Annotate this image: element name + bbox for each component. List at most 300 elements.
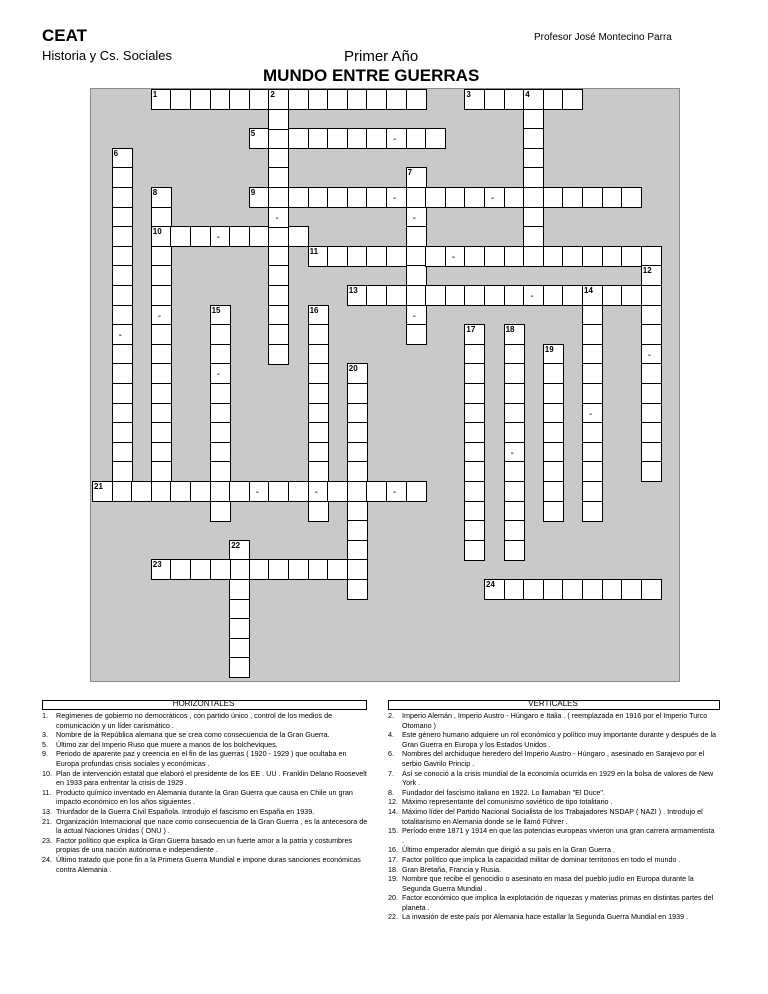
grid-cell[interactable] <box>112 403 133 424</box>
clue-item-text: La invasión de este país por Alemania hace estallar la Segunda Guerra Mundial en 1939 . <box>402 912 689 922</box>
grid-cell[interactable] <box>229 226 250 247</box>
grid-cell[interactable] <box>582 363 603 384</box>
clue-item-text: Factor económico que implica la explotación de riquezas y materias primas en distintas partes del planeta . <box>402 893 714 912</box>
grid-cell[interactable] <box>582 442 603 463</box>
grid-cell[interactable] <box>112 363 133 384</box>
grid-cell[interactable] <box>210 422 231 443</box>
grid-cell[interactable] <box>288 226 309 247</box>
grid-cell[interactable] <box>229 89 250 110</box>
grid-cell[interactable] <box>229 481 250 502</box>
grid-cell[interactable] <box>347 187 368 208</box>
grid-cell[interactable] <box>327 89 348 110</box>
grid-cell[interactable] <box>445 187 466 208</box>
grid-cell[interactable] <box>406 128 427 149</box>
grid-cell[interactable] <box>464 383 485 404</box>
grid-cell[interactable] <box>112 285 133 306</box>
grid-cell[interactable] <box>523 207 544 228</box>
grid-cell[interactable] <box>268 128 289 149</box>
grid-cell[interactable] <box>366 481 387 502</box>
grid-cell[interactable] <box>562 89 583 110</box>
clue-item-number: 1. <box>42 711 48 720</box>
grid-cell[interactable] <box>641 442 662 463</box>
clue-item-text: Fundador del fascismo italiano en 1922. Lo llamaban "El Duce". <box>402 787 605 797</box>
grid-cell[interactable] <box>523 246 544 267</box>
grid-cell[interactable] <box>523 285 544 306</box>
word-separator: - <box>393 487 397 498</box>
grid-cell[interactable] <box>347 422 368 443</box>
grid-cell[interactable] <box>562 579 583 600</box>
grid-cell[interactable] <box>308 403 329 424</box>
grid-cell[interactable] <box>543 285 564 306</box>
grid-cell[interactable] <box>523 128 544 149</box>
grid-cell[interactable] <box>504 89 525 110</box>
grid-cell[interactable] <box>268 265 289 286</box>
clue-item <box>388 807 718 826</box>
grid-cell[interactable] <box>347 246 368 267</box>
word-separator: - <box>491 193 495 204</box>
grid-cell[interactable] <box>484 187 505 208</box>
grid-cell[interactable] <box>268 305 289 326</box>
grid-cell[interactable] <box>641 324 662 345</box>
clue-number: 10 <box>152 227 162 237</box>
clue-item-text: Período entre 1871 y 1914 en que las potencias europeas vivieron una gran carrera armamentista . <box>402 826 715 845</box>
grid-cell[interactable] <box>288 481 309 502</box>
clue-item <box>42 740 368 750</box>
clue-number: 12 <box>642 266 652 276</box>
word-separator: - <box>412 212 416 224</box>
grid-cell[interactable] <box>386 187 407 208</box>
grid-cell[interactable] <box>268 246 289 267</box>
grid-cell[interactable] <box>562 246 583 267</box>
clue-number: 9 <box>250 188 256 197</box>
grid-cell[interactable] <box>464 481 485 502</box>
grid-cell[interactable] <box>347 579 368 600</box>
grid-cell[interactable] <box>151 265 172 286</box>
clue-number: 5 <box>250 129 256 139</box>
grid-cell[interactable] <box>562 187 583 208</box>
grid-cell[interactable] <box>386 89 407 110</box>
grid-cell[interactable] <box>112 305 133 326</box>
grid-cell[interactable] <box>484 89 505 110</box>
grid-cell[interactable] <box>308 501 329 522</box>
grid-cell[interactable] <box>268 324 289 345</box>
grid-cell[interactable] <box>112 442 133 463</box>
grid-cell[interactable] <box>308 481 329 502</box>
grid-cell[interactable] <box>425 128 446 149</box>
clue-number: 14 <box>584 286 593 295</box>
grid-cell[interactable] <box>210 383 231 404</box>
grid-cell[interactable] <box>112 187 133 208</box>
grid-cell[interactable] <box>249 89 270 110</box>
grid-cell[interactable] <box>229 657 250 678</box>
grid-cell[interactable] <box>504 520 525 541</box>
grid-cell[interactable] <box>347 481 368 502</box>
grid-cell[interactable] <box>406 265 427 286</box>
clue-item-text: Gran Bretaña, Francia y Rusia. <box>402 864 502 874</box>
grid-cell[interactable] <box>112 207 133 228</box>
grid-cell[interactable] <box>112 422 133 443</box>
grid-cell[interactable] <box>229 638 250 659</box>
grid-cell[interactable] <box>582 383 603 404</box>
grid-cell[interactable] <box>504 344 525 365</box>
clue-item-number: 5. <box>42 739 48 749</box>
grid-cell[interactable] <box>464 246 485 267</box>
grid-cell[interactable] <box>464 187 485 208</box>
grid-cell[interactable] <box>602 246 623 267</box>
grid-cell[interactable] <box>464 461 485 482</box>
grid-cell[interactable] <box>464 520 485 541</box>
grid-cell[interactable] <box>562 285 583 306</box>
grid-cell[interactable] <box>445 285 466 306</box>
grid-cell[interactable] <box>151 481 172 502</box>
grid-cell[interactable] <box>386 481 407 502</box>
grid-cell[interactable] <box>543 363 564 384</box>
grid-cell[interactable] <box>484 246 505 267</box>
grid-cell[interactable] <box>308 89 329 110</box>
grid-cell[interactable] <box>602 187 623 208</box>
clue-item-text: Plan de intervención estatal que elaboró el presidente de los EE . UU . Franklin Delano Roosevelt en 1933 para enfrentar la crisis de 1929 . <box>56 768 367 788</box>
grid-cell[interactable] <box>151 403 172 424</box>
grid-cell[interactable] <box>464 442 485 463</box>
grid-cell[interactable] <box>112 383 133 404</box>
grid-cell[interactable] <box>268 167 289 188</box>
grid-cell[interactable] <box>151 363 172 384</box>
grid-cell[interactable] <box>504 442 525 463</box>
grid-cell[interactable] <box>210 363 231 384</box>
grid-cell[interactable] <box>543 187 564 208</box>
grid-cell[interactable] <box>523 187 544 208</box>
grid-cell[interactable] <box>425 187 446 208</box>
grid-cell[interactable] <box>308 559 329 580</box>
grid-cell[interactable] <box>641 305 662 326</box>
grid-cell[interactable] <box>641 579 662 600</box>
clue-item <box>388 711 718 730</box>
grid-cell[interactable] <box>308 461 329 482</box>
grid-cell[interactable] <box>288 187 309 208</box>
grid-cell[interactable] <box>543 383 564 404</box>
clue-number: 23 <box>152 560 162 570</box>
grid-cell[interactable] <box>582 403 603 424</box>
grid-cell[interactable] <box>112 344 133 365</box>
grid-cell[interactable] <box>288 128 309 149</box>
grid-cell[interactable] <box>151 207 172 228</box>
clue-item <box>388 826 718 845</box>
grid-cell[interactable] <box>543 501 564 522</box>
grid-cell[interactable] <box>641 363 662 384</box>
word-separator: - <box>216 232 220 244</box>
grid-cell[interactable] <box>582 461 603 482</box>
clue-item <box>42 836 368 855</box>
grid-cell[interactable] <box>582 422 603 443</box>
grid-cell[interactable] <box>327 187 348 208</box>
grid-cell[interactable] <box>582 344 603 365</box>
grid-cell[interactable] <box>406 226 427 247</box>
grid-cell[interactable] <box>112 226 133 247</box>
word-separator: - <box>118 330 122 342</box>
grid-cell[interactable] <box>268 344 289 365</box>
grid-cell[interactable] <box>347 89 368 110</box>
grid-cell[interactable] <box>268 226 289 247</box>
grid-cell[interactable] <box>582 501 603 522</box>
grid-cell[interactable] <box>347 520 368 541</box>
grid-cell[interactable] <box>210 442 231 463</box>
grid-cell[interactable] <box>268 148 289 169</box>
grid-cell[interactable] <box>406 187 427 208</box>
grid-cell[interactable] <box>327 481 348 502</box>
grid-cell[interactable] <box>464 422 485 443</box>
clue-number: 6 <box>113 148 119 158</box>
grid-cell[interactable] <box>504 481 525 502</box>
clue-item <box>42 769 368 788</box>
grid-cell[interactable] <box>210 461 231 482</box>
grid-cell[interactable] <box>190 226 211 247</box>
grid-cell[interactable] <box>641 461 662 482</box>
grid-cell[interactable] <box>543 481 564 502</box>
grid-cell[interactable] <box>131 481 152 502</box>
clue-item <box>388 845 718 855</box>
clue-item <box>388 893 718 912</box>
grid-cell[interactable] <box>406 285 427 306</box>
grid-cell[interactable] <box>268 207 289 228</box>
grid-cell[interactable] <box>406 207 427 228</box>
grid-cell[interactable] <box>229 559 250 580</box>
clue-item <box>388 749 718 768</box>
grid-cell[interactable] <box>386 246 407 267</box>
grid-cell[interactable] <box>582 305 603 326</box>
grid-cell[interactable] <box>504 540 525 561</box>
grid-cell[interactable] <box>151 442 172 463</box>
grid-cell[interactable] <box>504 383 525 404</box>
grid-cell[interactable] <box>445 246 466 267</box>
grid-cell[interactable] <box>229 599 250 620</box>
grid-cell[interactable] <box>504 461 525 482</box>
grid-cell[interactable] <box>366 246 387 267</box>
grid-cell[interactable] <box>170 559 191 580</box>
grid-cell[interactable] <box>464 403 485 424</box>
clue-item-text: Máximo representante del comunismo soviético de tipo totalitario . <box>402 797 613 807</box>
grid-cell[interactable] <box>268 109 289 130</box>
grid-cell[interactable] <box>151 383 172 404</box>
grid-cell[interactable] <box>190 481 211 502</box>
grid-cell[interactable] <box>406 246 427 267</box>
word-separator: - <box>314 487 318 498</box>
grid-cell[interactable] <box>406 305 427 326</box>
grid-cell[interactable] <box>504 501 525 522</box>
grid-cell[interactable] <box>347 461 368 482</box>
grid-cell[interactable] <box>308 383 329 404</box>
grid-cell[interactable] <box>621 579 642 600</box>
word-separator: - <box>157 310 162 322</box>
grid-cell[interactable] <box>504 579 525 600</box>
grid-cell[interactable] <box>582 187 603 208</box>
grid-cell[interactable] <box>386 128 407 149</box>
grid-cell[interactable] <box>386 285 407 306</box>
grid-cell[interactable] <box>112 461 133 482</box>
grid-cell[interactable] <box>366 89 387 110</box>
grid-cell[interactable] <box>543 461 564 482</box>
grid-cell[interactable] <box>621 246 642 267</box>
grid-cell[interactable] <box>484 285 505 306</box>
grid-cell[interactable] <box>602 579 623 600</box>
grid-cell[interactable] <box>543 403 564 424</box>
grid-cell[interactable] <box>210 481 231 502</box>
grid-cell[interactable] <box>641 383 662 404</box>
grid-cell[interactable] <box>112 481 133 502</box>
grid-cell[interactable] <box>249 559 270 580</box>
grid-cell[interactable] <box>523 167 544 188</box>
grid-cell[interactable] <box>112 167 133 188</box>
grid-cell[interactable] <box>151 344 172 365</box>
page-title: MUNDO ENTRE GUERRAS <box>263 66 480 85</box>
grid-cell[interactable] <box>582 481 603 502</box>
grid-cell[interactable] <box>308 442 329 463</box>
grid-cell[interactable] <box>229 579 250 600</box>
grid-cell[interactable] <box>210 559 231 580</box>
grid-cell[interactable] <box>543 246 564 267</box>
clue-number: 2 <box>270 90 275 99</box>
grid-cell[interactable] <box>425 285 446 306</box>
grid-cell[interactable] <box>210 344 231 365</box>
grid-cell[interactable] <box>621 285 642 306</box>
grid-cell[interactable] <box>366 128 387 149</box>
grid-cell[interactable] <box>504 363 525 384</box>
grid-cell[interactable] <box>210 403 231 424</box>
clue-item-number: 16. <box>388 845 398 855</box>
grid-cell[interactable] <box>406 481 427 502</box>
grid-cell[interactable] <box>151 461 172 482</box>
grid-cell[interactable] <box>464 540 485 561</box>
grid-cell[interactable] <box>308 344 329 365</box>
grid-cell[interactable] <box>523 579 544 600</box>
grid-cell[interactable] <box>327 128 348 149</box>
clue-number: 8 <box>152 188 158 197</box>
grid-cell[interactable] <box>112 265 133 286</box>
grid-cell[interactable] <box>288 559 309 580</box>
grid-cell[interactable] <box>582 246 603 267</box>
clue-item-number: 6. <box>388 749 394 759</box>
grid-cell[interactable] <box>288 89 309 110</box>
grid-cell[interactable] <box>268 285 289 306</box>
grid-cell[interactable] <box>347 540 368 561</box>
clue-item <box>42 807 368 817</box>
grid-cell[interactable] <box>308 128 329 149</box>
grid-cell[interactable] <box>170 481 191 502</box>
grid-cell[interactable] <box>210 501 231 522</box>
grid-cell[interactable] <box>112 324 133 345</box>
grid-cell[interactable] <box>406 324 427 345</box>
grid-cell[interactable] <box>347 383 368 404</box>
grid-cell[interactable] <box>543 422 564 443</box>
grid-cell[interactable] <box>308 422 329 443</box>
grid-cell[interactable] <box>464 285 485 306</box>
grid-cell[interactable] <box>229 618 250 639</box>
grid-cell[interactable] <box>366 285 387 306</box>
grid-cell[interactable] <box>523 226 544 247</box>
grid-cell[interactable] <box>543 442 564 463</box>
grid-cell[interactable] <box>641 246 662 267</box>
grid-cell[interactable] <box>504 246 525 267</box>
clue-item-number: 14. <box>388 806 398 816</box>
clue-item-number: 10. <box>42 768 52 778</box>
grid-cell[interactable] <box>268 187 289 208</box>
grid-cell[interactable] <box>268 481 289 502</box>
clue-item-number: 2. <box>388 711 394 720</box>
grid-cell[interactable] <box>366 187 387 208</box>
grid-cell[interactable] <box>347 442 368 463</box>
grid-cell[interactable] <box>523 109 544 130</box>
school-name: CEAT <box>42 26 88 45</box>
grid-cell[interactable] <box>582 324 603 345</box>
grid-cell[interactable] <box>641 344 662 365</box>
grid-cell[interactable] <box>504 422 525 443</box>
grid-cell[interactable] <box>641 285 662 306</box>
grid-cell[interactable] <box>327 246 348 267</box>
grid-cell[interactable] <box>190 559 211 580</box>
grid-cell[interactable] <box>504 403 525 424</box>
grid-cell[interactable] <box>406 89 427 110</box>
grid-cell[interactable] <box>151 285 172 306</box>
grid-cell[interactable] <box>190 89 211 110</box>
clue-number: 19 <box>544 344 554 354</box>
vertical-clues-list <box>388 711 718 922</box>
grid-cell[interactable] <box>582 579 603 600</box>
grid-cell[interactable] <box>210 89 231 110</box>
grid-cell[interactable] <box>170 89 191 110</box>
grid-cell[interactable] <box>249 481 270 502</box>
grid-cell[interactable] <box>504 285 525 306</box>
grid-cell[interactable] <box>464 501 485 522</box>
grid-cell[interactable] <box>543 89 564 110</box>
grid-cell[interactable] <box>268 559 289 580</box>
grid-cell[interactable] <box>464 363 485 384</box>
grid-cell[interactable] <box>347 128 368 149</box>
grid-cell[interactable] <box>641 422 662 443</box>
clue-number: 16 <box>309 305 319 315</box>
clue-item-text: Nombre que recibe el genocidio o asesinato en masa del pueblo judío en Europa durante la Segunda Guerra Mundial . <box>402 874 694 893</box>
grid-cell[interactable] <box>151 422 172 443</box>
grid-cell[interactable] <box>523 148 544 169</box>
grid-cell[interactable] <box>210 324 231 345</box>
grid-cell[interactable] <box>347 559 368 580</box>
word-separator: - <box>216 369 220 381</box>
grid-cell[interactable] <box>308 187 329 208</box>
grid-cell[interactable] <box>151 246 172 267</box>
grid-cell[interactable] <box>347 403 368 424</box>
clue-item-text: Este género humano adquiere un rol económico y político muy importante durante y después de la Gran Guerra en Europa y los Estados Unidos . <box>402 730 717 749</box>
clue-item <box>388 730 718 749</box>
grid-cell[interactable] <box>347 501 368 522</box>
grid-cell[interactable] <box>621 187 642 208</box>
word-separator: - <box>412 310 416 322</box>
grid-cell[interactable] <box>602 285 623 306</box>
grid-cell[interactable] <box>151 305 172 326</box>
grid-cell[interactable] <box>425 246 446 267</box>
grid-cell[interactable] <box>170 226 191 247</box>
grid-cell[interactable] <box>151 324 172 345</box>
grid-cell[interactable] <box>641 403 662 424</box>
grid-cell[interactable] <box>543 579 564 600</box>
grid-cell[interactable] <box>112 246 133 267</box>
grid-cell[interactable] <box>249 226 270 247</box>
grid-cell[interactable] <box>308 324 329 345</box>
grid-cell[interactable] <box>308 363 329 384</box>
horizontal-clues-list <box>42 711 368 874</box>
grid-cell[interactable] <box>464 344 485 365</box>
grid-cell[interactable] <box>504 187 525 208</box>
grid-cell[interactable] <box>210 226 231 247</box>
grid-cell[interactable] <box>327 559 348 580</box>
clue-item-number: 17. <box>388 854 398 864</box>
